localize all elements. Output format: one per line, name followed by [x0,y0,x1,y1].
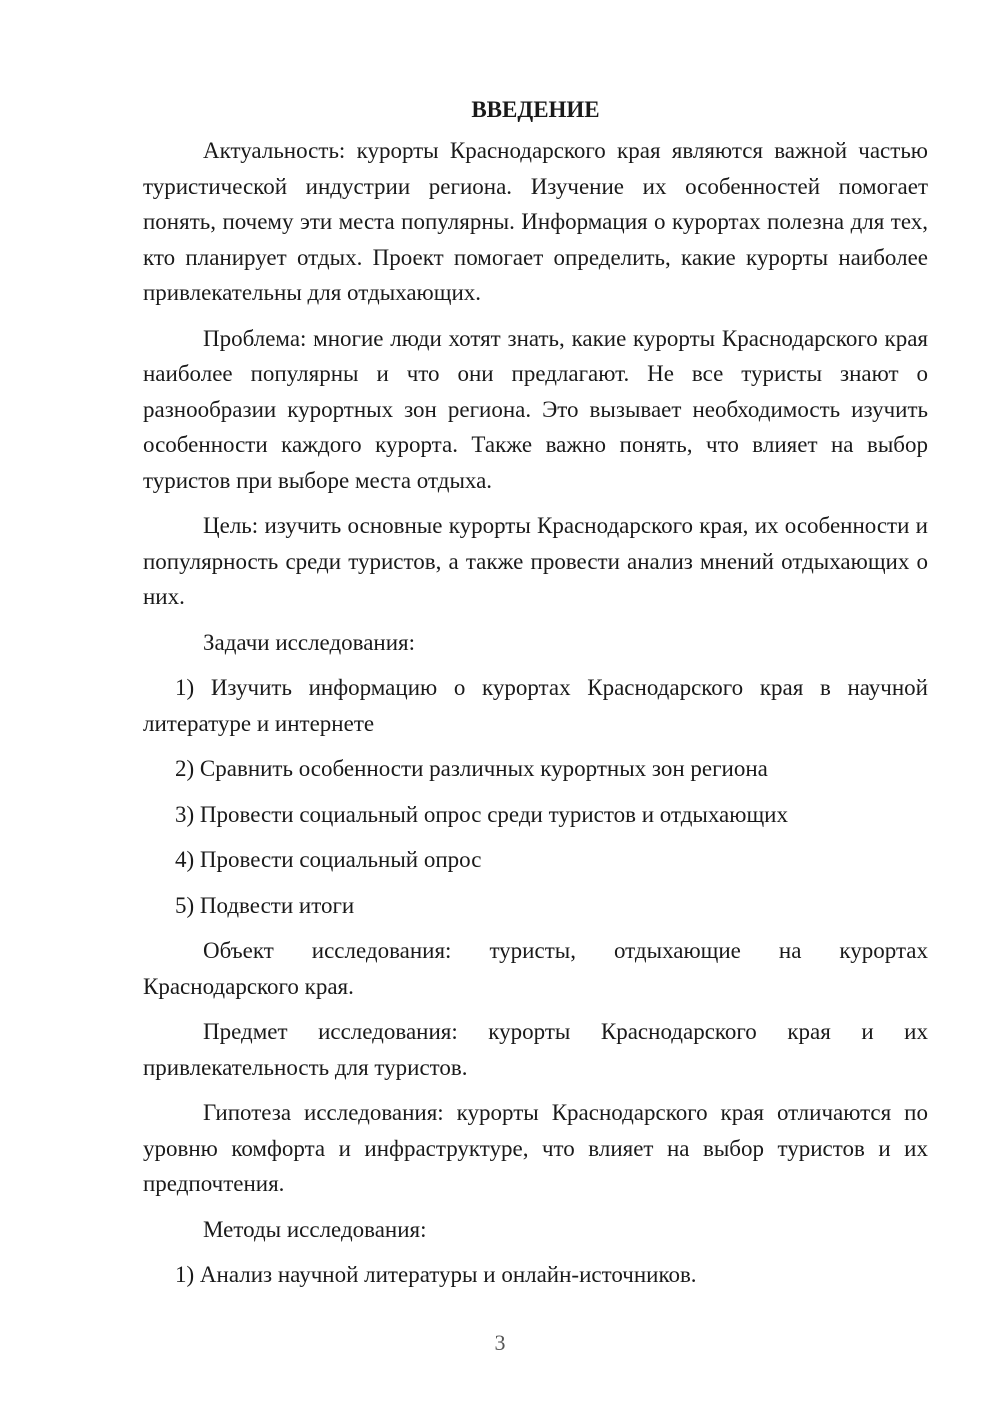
object-paragraph: Объект исследования: туристы, отдыхающие на курортах Краснодарского края. [143,938,928,999]
task-item-5: 5) Подвести итоги [175,892,355,918]
document-page [143,92,928,1303]
problem-paragraph: Проблема: многие люди хотят знать, какие курорты Краснодарского края наиболее популярны и что они предлагают. Не все туристы знают о разнообразии курортных зон региона. Это вызывает необходимость изучить особенности каждого курорта. Также важно понять, что влияет на выбор туристов при выборе места отдыха. [143,325,928,493]
task-item-2: 2) Сравнить особенности различных курортных зон региона [175,756,768,781]
section-title: ВВЕДЕНИЕ [471,97,600,122]
goal-paragraph: Цель: изучить основные курорты Краснодарского края, их особенности и популярность среди туристов, а также провести анализ мнений отдыхающих о них. [143,513,928,609]
task-item-1: 1) Изучить информацию о курортах Краснодарского края в научной литературе и интернете [143,675,928,736]
methods-heading: Методы исследования: [203,1216,427,1242]
method-item-1: 1) Анализ научной литературы и онлайн-источников. [175,1262,697,1287]
task-item-3: 3) Провести социальный опрос среди туристов и отдыхающих [175,801,788,827]
tasks-heading: Задачи исследования: [203,629,416,655]
relevance-paragraph: Актуальность: курорты Краснодарского края являются важной частью туристической индустрии региона. Изучение их особенностей помогает понять, почему эти места популярны. Информация о курортах полезна для тех, кто планирует отдых. Проект помогает определить, какие курорты наиболее привлекательны для отдыхающих. [143,138,928,305]
page-number: 3 [494,1330,506,1355]
task-item-4: 4) Провести социальный опрос [175,847,482,872]
subject-paragraph: Предмет исследования: курорты Краснодарского края и их привлекательность для туристов. [143,1019,928,1080]
hypothesis-paragraph: Гипотеза исследования: курорты Краснодарского края отличаются по уровню комфорта и инфраструктуре, что влияет на выбор туристов и их предпочтения. [143,1100,928,1196]
